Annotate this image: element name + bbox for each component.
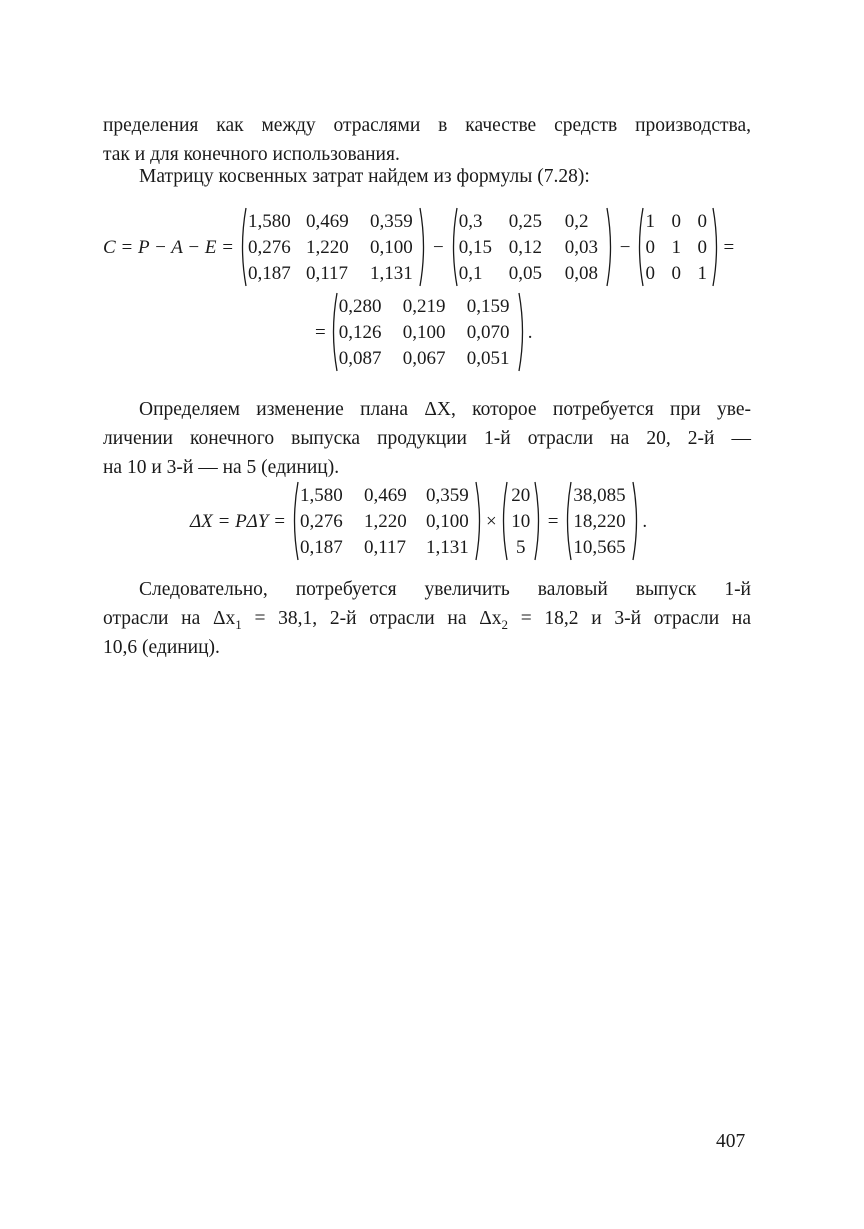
text-fragment: = 38,1, 2-й отрасли на Δx [241,608,502,629]
vector-dY [499,481,543,563]
matrix-P-cells [247,207,419,289]
matrix-cell: 0 [697,237,707,258]
matrix-cell: 0,12 [508,237,542,258]
matrix-cell: 0,187 [248,263,291,284]
matrix-cell: 0,469 [363,485,407,506]
matrix-cell: 0,03 [564,237,598,258]
matrix-cell: 1,131 [425,537,469,558]
matrix-cell: 0,219 [402,296,446,317]
text-line: Матрицу косвенных затрат найдем из формулы (7.28): [139,166,590,187]
times-sign: × [485,511,497,532]
vector-dX [563,481,641,563]
matrix-cell: 0,15 [458,237,492,258]
equation-indirect-costs-result [315,292,532,374]
matrix-cell: 0,117 [363,537,407,558]
paragraph-3-cont [103,424,751,453]
matrix-cell: 1 [671,237,681,258]
vector-dX-cells [572,481,632,563]
matrix-cell: 0,126 [338,322,382,343]
matrix-cell: 0,276 [299,511,343,532]
paragraph-4-end [103,633,751,662]
matrix-cell: 0,100 [402,322,446,343]
equation-lhs: ΔX = PΔY = [190,511,286,532]
matrix-cell: 1,131 [370,263,413,284]
matrix-E [635,207,721,289]
matrix-cell: 0,100 [370,237,413,258]
matrix-cell: 0,100 [425,511,469,532]
matrix-cell: 0,08 [564,263,598,284]
equation-indirect-costs [103,207,734,289]
matrix-cell: 0,05 [508,263,542,284]
matrix-cell: 0,2 [564,211,589,232]
matrix-cell: 0,1 [458,263,483,284]
matrix-cell: 0,070 [466,322,510,343]
text-fragment: = 18,2 и 3-й отрасли на [508,608,751,629]
matrix-cell: 0,087 [338,348,382,369]
page-number: 407 [716,1131,746,1152]
matrix-cell: 0,051 [466,348,510,369]
matrix-cell: 0 [645,263,655,284]
equation-lhs: C = P − A − E = [103,237,234,258]
text-line: Определяем изменение плана ΔX, которое потребуется при уве- [139,399,751,420]
text-line: на 10 и 3-й — на 5 (единиц). [103,457,340,478]
matrix-cell: 10 [511,511,531,532]
matrix-P [238,207,428,289]
matrix-C [329,292,527,374]
matrix-E-cells [644,207,712,289]
matrix-cell: 0,359 [425,485,469,506]
text-line: Следовательно, потребуется увеличить валовый выпуск 1-й [139,579,751,600]
matrix-cell: 0,067 [402,348,446,369]
matrix-cell: 0,3 [458,211,483,232]
matrix-cell: 10,565 [573,537,626,558]
period: . [527,322,533,343]
matrix-cell: 0 [645,237,655,258]
text-line: так и для конечного использования. [103,144,400,165]
matrix-cell: 38,085 [573,485,626,506]
equation-plan-change [190,481,647,563]
matrix-cell: 0,359 [370,211,413,232]
paragraph-1 [103,111,751,140]
period: . [642,511,648,532]
matrix-cell: 0,280 [338,296,382,317]
matrix-cell: 0,469 [306,211,349,232]
text-line: личении конечного выпуска продукции 1-й отрасли на 20, 2-й — [103,428,751,449]
matrix-cell: 1,220 [363,511,407,532]
matrix-P2-cells [299,481,475,563]
minus-sign: − [433,237,444,258]
matrix-cell: 0,276 [248,237,291,258]
subscript: 1 [235,617,242,632]
subscript: 2 [501,617,508,632]
matrix-A [449,207,615,289]
paragraph-3 [103,395,751,424]
minus-sign: − [619,237,631,258]
paragraph-2 [103,162,787,191]
matrix-cell: 0,159 [466,296,510,317]
matrix-cell: 0,117 [306,263,349,284]
matrix-cell: 1,580 [299,485,343,506]
matrix-cell: 18,220 [573,511,626,532]
vector-dY-cells [508,481,534,563]
matrix-C-cells [338,292,518,374]
matrix-P [290,481,484,563]
matrix-cell: 0 [697,211,707,232]
matrix-cell: 0,187 [299,537,343,558]
paragraph-3-end [103,453,751,482]
matrix-cell: 1,220 [306,237,349,258]
paragraph-4 [103,575,751,604]
matrix-cell: 1 [645,211,655,232]
text-fragment: отрасли на Δx [103,608,236,629]
text-line: 10,6 (единиц). [103,637,220,658]
text-line: пределения как между отраслями в качестве средств производства, [103,115,751,136]
matrix-cell: 5 [515,537,526,558]
matrix-cell: 0,25 [508,211,542,232]
equals-sign: = [315,322,326,343]
equals-sign: = [723,237,735,258]
equals-sign: = [547,511,559,532]
matrix-cell: 1,580 [248,211,291,232]
matrix-A-cells [458,207,606,289]
matrix-cell: 20 [511,485,531,506]
matrix-cell: 1 [697,263,707,284]
matrix-cell: 0 [671,263,681,284]
matrix-cell: 0 [671,211,681,232]
